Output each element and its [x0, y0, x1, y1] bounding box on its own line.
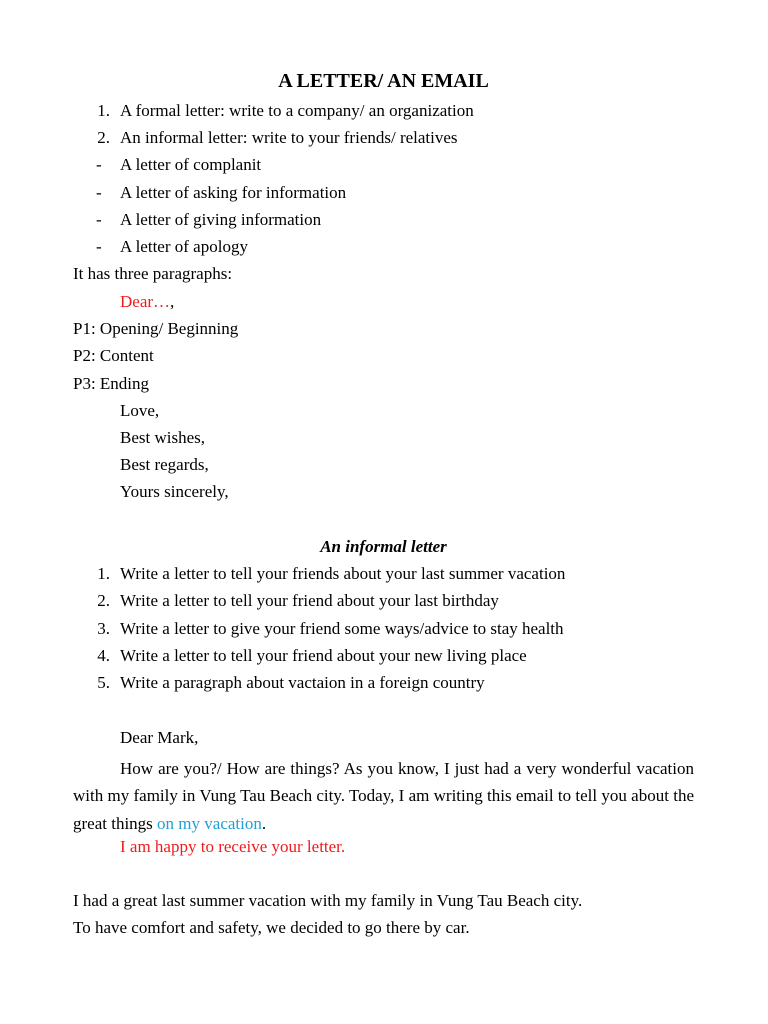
list-number: 2.	[97, 128, 110, 147]
sample-opening-paragraph	[73, 755, 694, 837]
closing-yours-sincerely: Yours sincerely,	[120, 482, 229, 501]
task-number: 3.	[97, 619, 110, 638]
list-item-text: An informal letter: write to your friends/ relatives	[120, 128, 458, 147]
closing-love: Love,	[120, 401, 160, 420]
paragraph-3-label: P3: Ending	[73, 374, 150, 393]
opening-main-text: How are you?/ How are things? As you know, I just had a very wonderful vacation with my family in Vung Tau Beach city. Today, I am writing this email to tell you about the great things	[73, 759, 694, 833]
task-number: 2.	[97, 591, 110, 610]
list-item-text: A letter of apology	[120, 237, 248, 256]
closing-best-wishes: Best wishes,	[120, 428, 205, 447]
task-text: Write a letter to tell your friend about your last birthday	[120, 591, 499, 610]
list-item-text: A letter of giving information	[120, 210, 322, 229]
body-line-2: To have comfort and safety, we decided to go there by car.	[73, 918, 470, 937]
task-text: Write a letter to tell your friend about your new living place	[120, 646, 527, 665]
list-dash: -	[96, 183, 102, 202]
closing-best-regards: Best regards,	[120, 455, 209, 474]
body-line-1: I had a great last summer vacation with my family in Vung Tau Beach city.	[73, 891, 583, 910]
list-item-text: A formal letter: write to a company/ an organization	[120, 101, 474, 120]
dear-comma: ,	[170, 292, 175, 311]
task-number: 5.	[97, 673, 110, 692]
page-title: A LETTER/ AN EMAIL	[278, 70, 489, 92]
opening-end: .	[261, 813, 267, 833]
dear-text: Dear…	[120, 292, 171, 311]
sample-greeting: Dear Mark,	[120, 728, 199, 747]
list-number: 1.	[97, 101, 110, 120]
dear-line	[120, 292, 174, 312]
section-heading: An informal letter	[320, 537, 447, 556]
task-text: Write a letter to give your friend some ways/advice to stay health	[120, 619, 564, 638]
alt-opening: I am happy to receive your letter.	[120, 837, 346, 856]
list-dash: -	[96, 210, 102, 229]
list-dash: -	[96, 237, 102, 256]
list-dash: -	[96, 155, 102, 174]
paragraph-1-label: P1: Opening/ Beginning	[73, 319, 239, 338]
task-number: 4.	[97, 646, 110, 665]
list-item-text: A letter of asking for information	[120, 183, 347, 202]
task-text: Write a letter to tell your friends about your last summer vacation	[120, 564, 566, 583]
list-item-text: A letter of complanit	[120, 155, 262, 174]
task-text: Write a paragraph about vactaion in a foreign country	[120, 673, 485, 692]
opening-highlight-text: on my vacation	[157, 813, 262, 833]
task-number: 1.	[97, 564, 110, 583]
structure-intro: It has three paragraphs:	[73, 264, 233, 283]
paragraph-2-label: P2: Content	[73, 346, 154, 365]
